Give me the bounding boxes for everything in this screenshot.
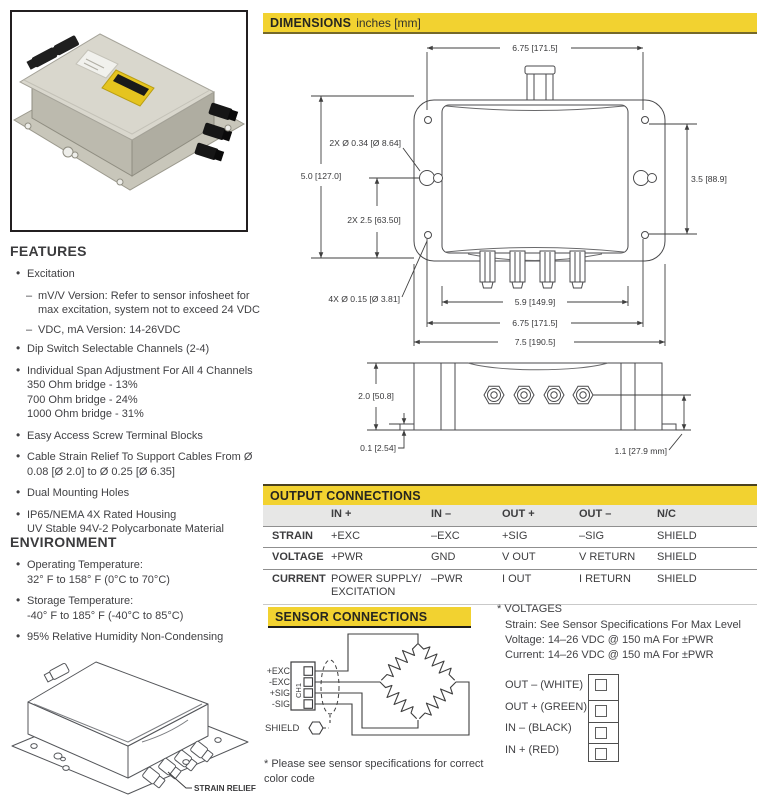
feature-item: • IP65/NEMA 4X Rated Housing UV Stable 94V-2 Polycarbonate Material — [10, 508, 262, 537]
wire-terminal-label: IN – (BLACK) — [505, 722, 572, 734]
terminal-square — [595, 705, 607, 717]
dim-left-height-label: 5.0 [127.0] — [300, 171, 342, 181]
wire-terminal-label: OUT – (WHITE) — [505, 679, 584, 691]
strain-relief-label: STRAIN RELIEF — [194, 784, 256, 793]
dimension-drawing — [263, 36, 757, 482]
feature-item: • Individual Span Adjustment For All 4 Channels 350 Ohm bridge - 13% 700 Ohm bridge - 24% 1000 Ohm bridge - 31% — [10, 364, 262, 422]
feature-item: • Excitation — [10, 267, 262, 282]
table-cell: I RETURN — [579, 572, 631, 585]
dim-top-width-label: 6.75 [171.5] — [512, 43, 558, 53]
table-cell: +PWR — [331, 551, 364, 563]
terminal-cell — [589, 722, 618, 743]
table-header-row — [263, 505, 757, 526]
terminal-label: -SIG — [271, 699, 290, 709]
column-header: IN – — [431, 508, 452, 520]
environment-item: • Storage Temperature: -40° F to 185° F (-40°C to 85°C) — [10, 594, 262, 623]
table-cell: SHIELD — [657, 529, 697, 542]
feature-item: • Dual Mounting Holes — [10, 486, 262, 501]
dimensions-header-bar — [263, 13, 757, 34]
output-connections-header-bar — [263, 484, 757, 505]
terminal-cell — [589, 679, 618, 700]
table-row-voltage — [263, 547, 757, 569]
terminal-label: +EXC — [266, 666, 290, 676]
sensor-footnote: * Please see sensor specifications for correct color code — [264, 758, 484, 785]
dimensions-title: DIMENSIONS — [270, 15, 352, 30]
dim-mid-width-label: 6.75 [171.5] — [512, 318, 558, 328]
environment-item: • Operating Temperature: 32° F to 158° F (0°C to 70°C) — [10, 558, 262, 587]
sensor-wiring-diagram — [262, 628, 497, 760]
environment-title: ENVIRONMENT — [10, 534, 117, 550]
terminal-label: -EXC — [268, 677, 290, 687]
terminal-label: +SIG — [269, 688, 290, 698]
table-cell: V OUT — [502, 551, 536, 563]
sensor-connections-title: SENSOR CONNECTIONS — [275, 609, 428, 624]
table-cell: –SIG — [579, 529, 605, 542]
row-label: STRAIN — [272, 529, 313, 542]
environment-item: • 95% Relative Humidity Non-Condensing — [10, 630, 262, 645]
terminal-cell — [589, 743, 618, 764]
voltages-title: * VOLTAGES — [497, 603, 563, 615]
row-label: VOLTAGE — [272, 551, 324, 563]
table-cell: SHIELD — [657, 551, 697, 563]
column-header: OUT – — [579, 508, 612, 520]
row-label: CURRENT — [272, 572, 326, 585]
features-title: FEATURES — [10, 243, 87, 259]
strain-relief-drawing — [10, 645, 258, 805]
table-cell: +SIG — [502, 529, 528, 542]
dim-hole-pitch-label: 2X 2.5 [63.50] — [347, 215, 401, 225]
product-photo-image — [12, 12, 246, 230]
table-cell: I OUT — [502, 572, 532, 585]
column-header: IN + — [331, 508, 352, 520]
table-cell: GND — [431, 551, 456, 563]
wire-terminal-list — [505, 675, 587, 761]
table-cell: POWER SUPPLY/ EXCITATION — [331, 572, 422, 598]
column-header: N/C — [657, 508, 676, 520]
terminal-square — [595, 727, 607, 739]
terminal-square — [595, 748, 607, 760]
table-row-strain — [263, 526, 757, 548]
dim-total-width-label: 7.5 [190.5] — [514, 337, 556, 347]
terminal-cell — [589, 700, 618, 721]
output-connections-title: OUTPUT CONNECTIONS — [270, 488, 421, 503]
voltages-line: Voltage: 14–26 VDC @ 150 mA For ±PWR — [505, 634, 714, 646]
wire-terminal-label: OUT + (GREEN) — [505, 700, 588, 713]
table-cell: V RETURN — [579, 551, 636, 563]
column-header: OUT + — [502, 508, 535, 520]
dim-right-height-label: 3.5 [88.9] — [691, 174, 727, 184]
feature-item: • Easy Access Screw Terminal Blocks — [10, 429, 262, 444]
feature-item: • Dip Switch Selectable Channels (2-4) — [10, 342, 262, 357]
terminal-strip — [588, 674, 619, 762]
table-cell: –EXC — [431, 529, 460, 542]
wire-terminal-label: IN + (RED) — [505, 743, 560, 756]
dim-side-height-label: 2.0 [50.8] — [358, 391, 394, 401]
features-section — [10, 243, 262, 544]
sensor-connections-header-bar — [268, 607, 471, 628]
dim-keyhole-note: 2X Ø 0.34 [Ø 8.64] — [329, 138, 401, 148]
shield-label: SHIELD — [265, 723, 300, 734]
dim-gland-offset-label: 1.1 [27.9 mm] — [614, 446, 667, 456]
table-cell: +EXC — [331, 529, 361, 542]
feature-subitem: – VDC, mA Version: 14-26VDC — [26, 323, 262, 338]
terminal-square — [595, 679, 607, 691]
dim-hole-note: 4X Ø 0.15 [Ø 3.81] — [328, 294, 400, 304]
table-cell: –PWR — [431, 572, 463, 585]
channel-label: CH1 — [294, 682, 303, 698]
dim-base-thickness-label: 0.1 [2.54] — [360, 443, 396, 453]
voltages-section — [497, 602, 759, 663]
output-connections-table — [263, 505, 757, 605]
voltages-line: Strain: See Sensor Specifications For Max Level — [505, 619, 742, 631]
voltages-line: Current: 14–26 VDC @ 150 mA For ±PWR — [505, 649, 714, 661]
dimensions-units: inches [mm] — [356, 15, 421, 30]
table-cell: SHIELD — [657, 572, 697, 585]
dim-gland-width-label: 5.9 [149.9] — [514, 297, 556, 307]
environment-section — [10, 534, 262, 652]
feature-item: • Cable Strain Relief To Support Cables From Ø 0.08 [Ø 2.0] to Ø 0.25 [Ø 6.35] — [10, 450, 262, 479]
product-photo-frame — [10, 10, 248, 232]
table-row-current — [263, 569, 757, 605]
feature-subitem: – mV/V Version: Refer to sensor infosheet for max excitation, system not to exceed 24 VDC — [26, 289, 262, 318]
